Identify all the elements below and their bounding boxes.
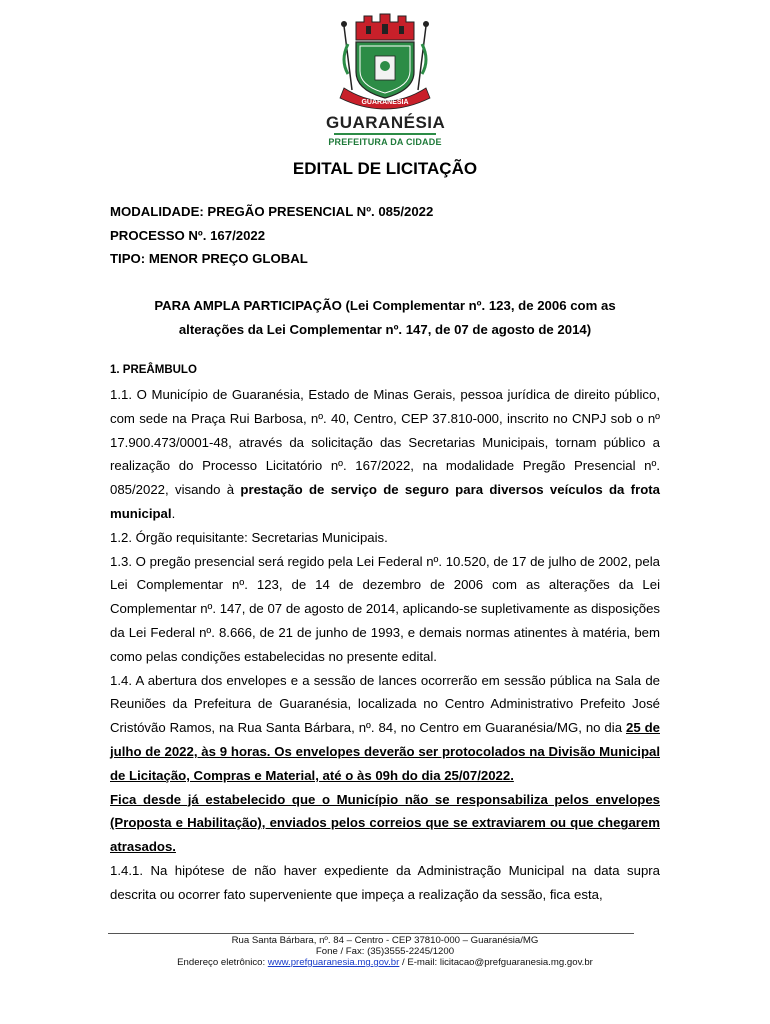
footer-site-link[interactable]: www.prefguaranesia.mg.gov.br [267,957,400,968]
tipo-line: TIPO: MENOR PREÇO GLOBAL [110,251,308,266]
footer-email: / E-mail: licitacao@prefguaranesia.mg.gov.br [399,957,593,968]
city-crest-icon [326,10,444,114]
paragraph-1-2: 1.2. Órgão requisitante: Secretarias Municipais. [110,529,388,545]
city-logo [326,10,444,165]
document-title: EDITAL DE LICITAÇÃO [292,159,478,178]
footer-site-label: Endereço eletrônico: [177,957,268,968]
paragraph-1-4-notice: Fica desde já estabelecido que o Município não se responsabiliza pelos envelopes (Proposta e Habilitação), enviados pelos correios que se extraviarem ou que chegarem atrasados. [110,791,660,855]
logo-divider [334,133,436,135]
footer-address: Rua Santa Bárbara, nº. 84 – Centro - CEP 37810-000 – Guaranésia/MG [231,935,539,946]
paragraph-1-4-date: 25 de julho de 2022, às 9 horas. Os envelopes deverão ser protocolados na Divisão Municipal de Licitação, Compras e Material, até o às 09h do dia 25/07/2022. [110,720,660,783]
footer-phone: Fone / Fax: (35)3555-2245/1200 [315,946,455,957]
participation-line-1: PARA AMPLA PARTICIPAÇÃO (Lei Complementar nº. 123, de 2006 com as [154,298,616,313]
city-name: GUARANÉSIA [326,113,446,132]
footer-contact [0,957,770,968]
paragraph-1-1-object: prestação de serviço de seguro para diversos veículos da frota municipal [110,482,660,521]
paragraph-1-1-text: 1.1. O Município de Guaranésia, Estado de Minas Gerais, pessoa jurídica de direito público, com sede na Praça Rui Barbosa, nº. 40, Centro, CEP 37.810-000, inscrito no CNPJ sob o nº 17.900.473/0001-48, através da solicitação das Secretarias Municipais, tornam público a realização do Processo Licitatório nº. 167/2022, na modalidade Pregão Presencial nº. 085/2022, visando à [110,387,660,498]
paragraph-1-1-end: . [171,505,176,521]
footer-divider [108,933,634,934]
paragraph-1-1 [110,383,660,526]
participation-line-2: alterações da Lei Complementar nº. 147, de 07 de agosto de 2014) [178,322,592,337]
section-title-preambulo: 1. PREÂMBULO [110,364,197,376]
processo-line: PROCESSO Nº. 167/2022 [110,228,266,243]
city-subtitle: PREFEITURA DA CIDADE [328,137,442,147]
document-body [110,383,660,907]
paragraph-1-3: 1.3. O pregão presencial será regido pela Lei Federal nº. 10.520, de 17 de julho de 2002, pela Lei Complementar nº. 123, de 14 de dezembro de 2006 com as alterações da Lei Complementar nº. 147, de 07 de agosto de 2014, aplicando-se supletivamente as disposições da Lei Federal nº. 8.666, de 21 de junho de 1993, e demais normas atinentes à matéria, bem como pelas condições estabelecidas no presente edital. [110,553,660,664]
paragraph-1-4 [110,669,660,788]
paragraph-1-4-1: 1.4.1. Na hipótese de não haver expediente da Administração Municipal na data supra descrita ou ocorrer fato superveniente que impeça a realização da sessão, fica esta, [110,862,660,902]
crest-ribbon-text: GUARANÉSIA [361,99,409,106]
modalidade-line: MODALIDADE: PREGÃO PRESENCIAL Nº. 085/2022 [110,204,434,219]
paragraph-1-4-text: 1.4. A abertura dos envelopes e a sessão de lances ocorrerão em sessão pública na Sala de Reuniões da Prefeitura de Guaranésia, localizada no Centro Administrativo Prefeito José Cristóvão Ramos, na Rua Santa Bárbara, nº. 84, no Centro em Guaranésia/MG, no dia [110,672,660,736]
participation-heading [110,294,660,342]
